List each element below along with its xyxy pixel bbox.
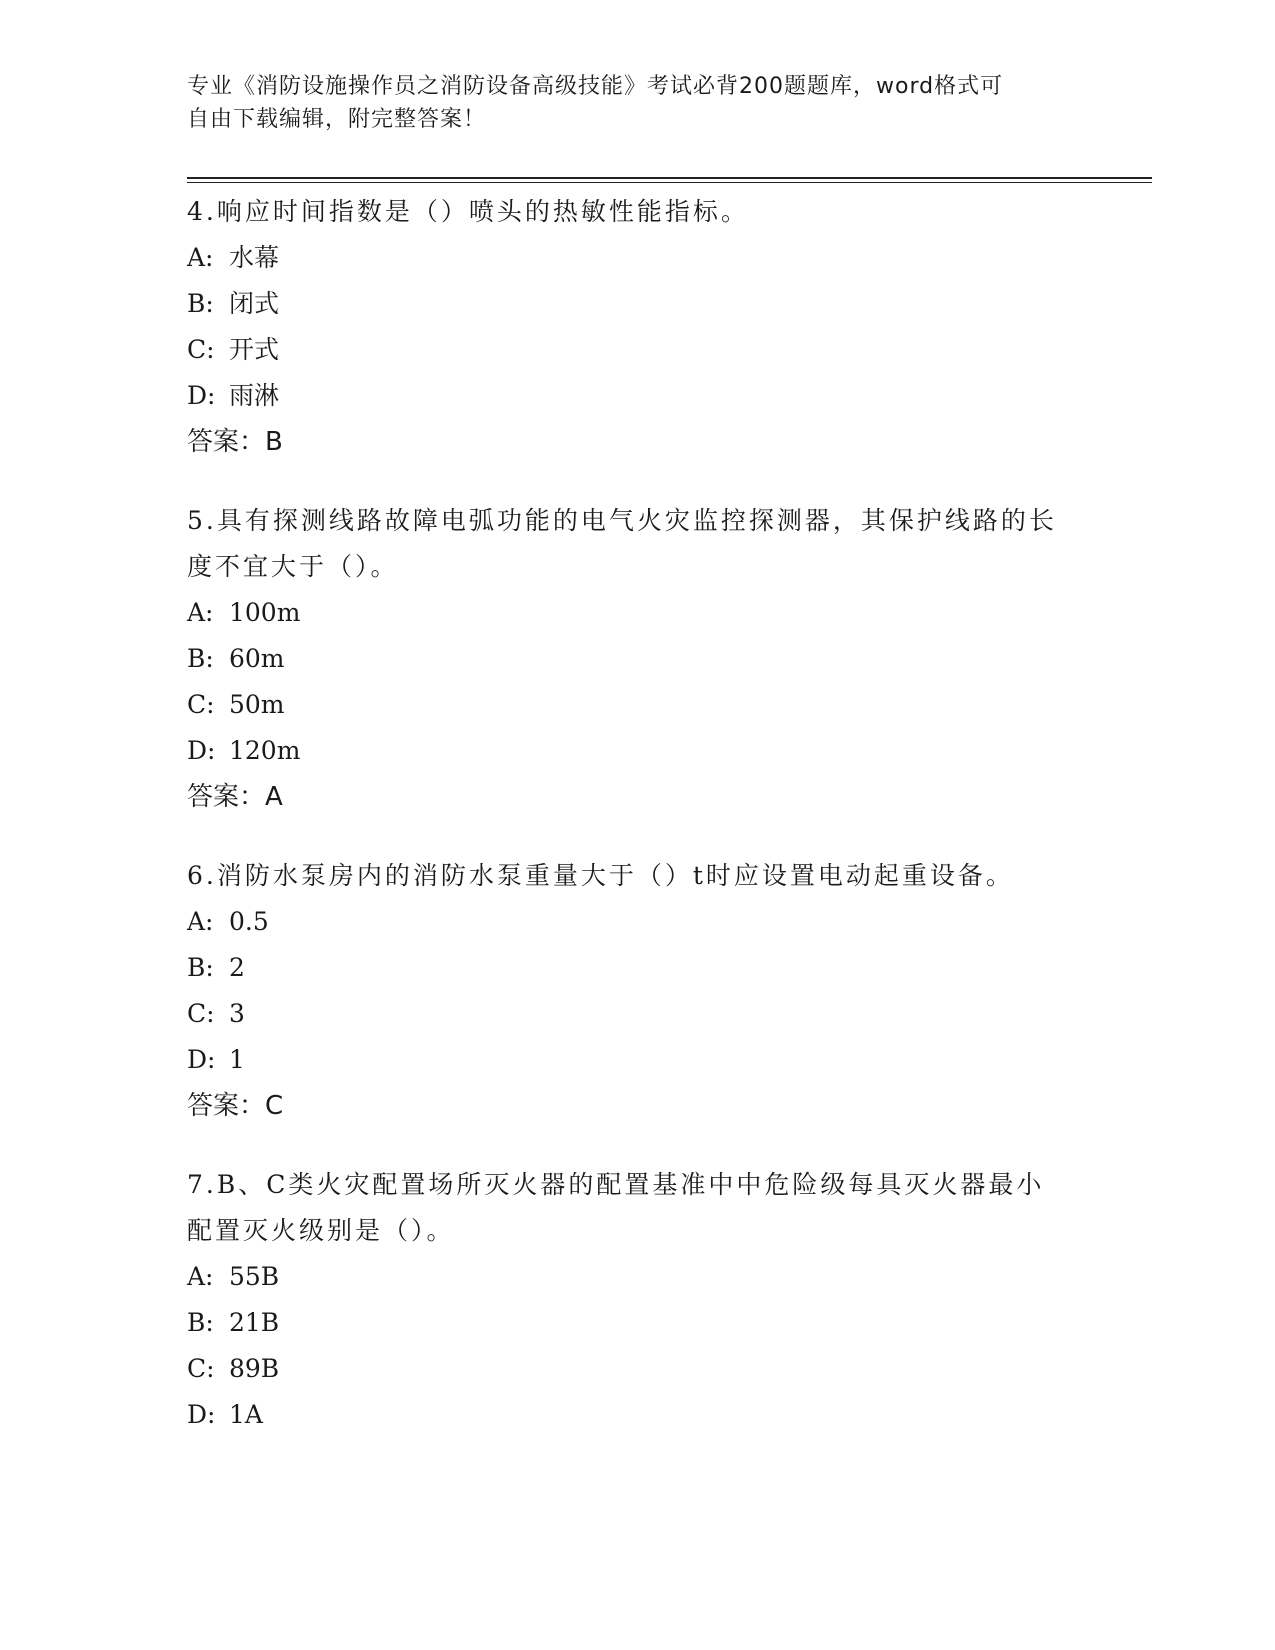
option-value: 89B: [229, 1354, 280, 1383]
option-value: 1: [229, 1045, 245, 1074]
option-c: [187, 327, 1067, 373]
option-value: 60m: [229, 644, 285, 673]
header-title-line-2: 自由下载编辑，附完整答案！: [187, 107, 487, 132]
question-text: 7.B、C类火灾配置场所灭火器的配置基准中中危险级每具灭火器最小配置灭火级别是（）。: [187, 1170, 1045, 1245]
option-letter: D:: [187, 381, 216, 410]
option-letter: B:: [187, 289, 214, 318]
option-value: 120m: [229, 736, 301, 765]
option-value: 21B: [229, 1308, 280, 1337]
option-d: [187, 1392, 1067, 1438]
option-letter: C:: [187, 335, 215, 364]
question-5: [187, 498, 1067, 820]
option-value: 雨淋: [229, 381, 280, 410]
option-b: [187, 281, 1067, 327]
question-list: [187, 189, 1067, 1471]
option-value: 1A: [229, 1400, 263, 1429]
option-a: [187, 899, 1067, 945]
option-a: [187, 1254, 1067, 1300]
question-text: 6.消防水泵房内的消防水泵重量大于（）t时应设置电动起重设备。: [187, 861, 1014, 890]
option-value: 水幕: [229, 243, 280, 272]
option-letter: D:: [187, 1400, 216, 1429]
question-7: [187, 1162, 1067, 1438]
option-letter: D:: [187, 1045, 216, 1074]
option-letter: D:: [187, 736, 216, 765]
option-value: 闭式: [229, 289, 280, 318]
option-value: 开式: [229, 335, 280, 364]
option-c: [187, 1346, 1067, 1392]
option-c: [187, 991, 1067, 1037]
question-text: 4.响应时间指数是（）喷头的热敏性能指标。: [187, 197, 749, 226]
option-value: 3: [229, 999, 245, 1028]
option-d: [187, 728, 1067, 774]
document-header: [187, 70, 1067, 136]
option-letter: C:: [187, 690, 215, 719]
option-letter: C:: [187, 999, 215, 1028]
question-4: [187, 189, 1067, 465]
option-letter: C:: [187, 1354, 215, 1383]
option-b: [187, 945, 1067, 991]
option-c: [187, 682, 1067, 728]
header-title-line-1: 专业《消防设施操作员之消防设备高级技能》考试必背200题题库，word格式可: [187, 74, 1004, 99]
option-a: [187, 235, 1067, 281]
option-b: [187, 1300, 1067, 1346]
answer: 答案：A: [187, 782, 283, 812]
option-value: 55B: [229, 1262, 280, 1291]
option-letter: A:: [187, 1262, 214, 1291]
option-a: [187, 590, 1067, 636]
option-letter: A:: [187, 243, 214, 272]
option-value: 2: [229, 953, 245, 982]
option-value: 100m: [229, 598, 301, 627]
header-divider: [187, 177, 1152, 183]
option-letter: B:: [187, 953, 214, 982]
answer: 答案：C: [187, 1091, 284, 1121]
option-value: 50m: [229, 690, 285, 719]
option-letter: B:: [187, 1308, 214, 1337]
option-letter: A:: [187, 598, 214, 627]
option-b: [187, 636, 1067, 682]
option-d: [187, 373, 1067, 419]
option-letter: A:: [187, 907, 214, 936]
option-d: [187, 1037, 1067, 1083]
option-value: 0.5: [229, 907, 269, 936]
question-text: 5.具有探测线路故障电弧功能的电气火灾监控探测器，其保护线路的长度不宜大于（）。: [187, 506, 1057, 581]
option-letter: B:: [187, 644, 214, 673]
answer: 答案：B: [187, 427, 283, 457]
question-6: [187, 853, 1067, 1129]
